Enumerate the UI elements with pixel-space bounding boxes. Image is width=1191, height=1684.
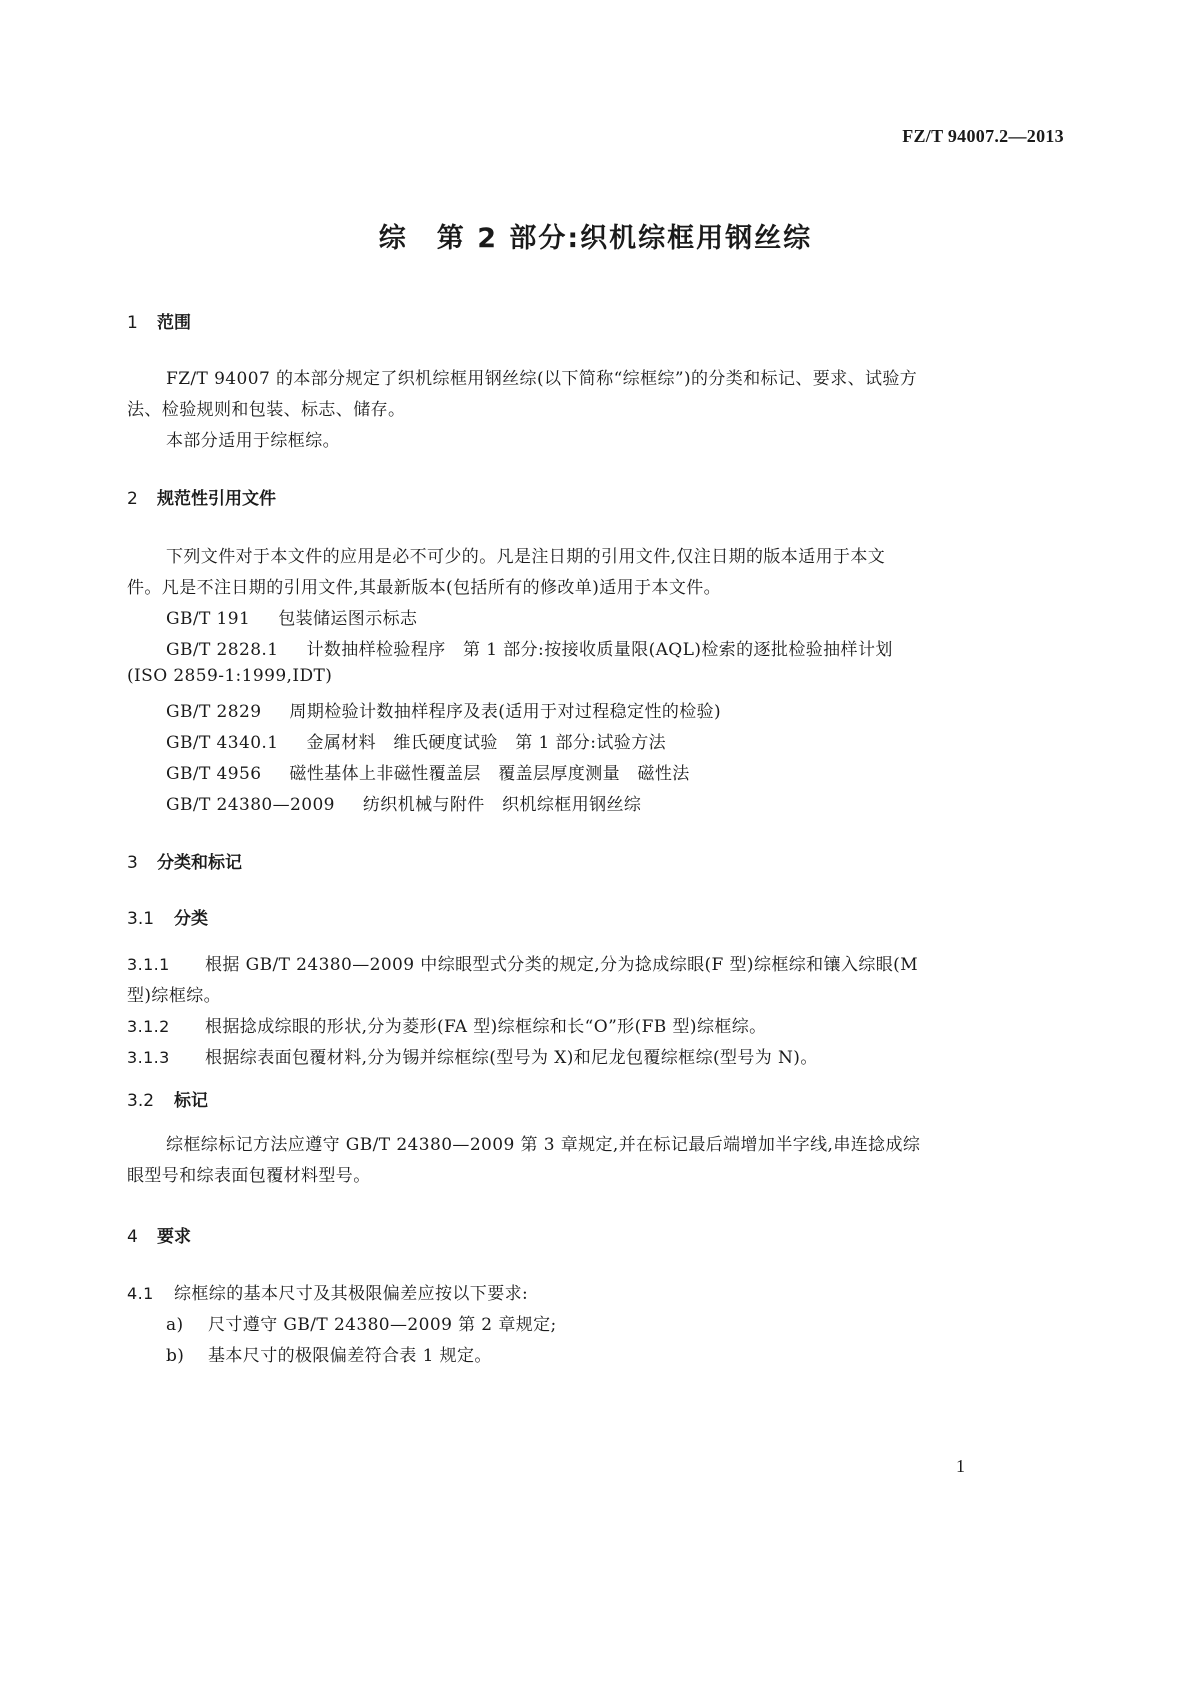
section-3-heading: [127, 848, 242, 873]
section-number: 1: [127, 313, 138, 333]
subsection-title: 标记: [174, 1091, 208, 1111]
subsection-3-2-paragraph-line: 综框综标记方法应遵守 GB/T 24380—2009 第 3 章规定,并在标记最后端增加半字线,串连捻成综: [166, 1135, 921, 1155]
list-item: [166, 1310, 557, 1335]
list-text: 基本尺寸的极限偏差符合表 1 规定。: [208, 1346, 492, 1366]
section-1-paragraph-line: FZ/T 94007 的本部分规定了织机综框用钢丝综(以下简称“综框综”)的分类和标记、要求、试验方: [166, 369, 918, 389]
reference-item: [166, 697, 721, 722]
reference-item: [166, 790, 641, 815]
reference-code: GB/T 24380—2009: [166, 795, 335, 815]
clause-number: 4.1: [127, 1284, 154, 1303]
section-1-paragraph-line: 法、检验规则和包装、标志、储存。: [127, 400, 406, 420]
list-marker: a): [166, 1315, 184, 1335]
reference-code: GB/T 2828.1: [166, 640, 279, 660]
clause-number: 3.1.2: [127, 1017, 170, 1036]
reference-code: GB/T 4956: [166, 764, 262, 784]
reference-title: 周期检验计数抽样程序及表(适用于对过程稳定性的检验): [289, 702, 722, 722]
clause-3-1-3: [127, 1043, 818, 1068]
section-title: 范围: [157, 313, 191, 333]
list-item: [166, 1341, 492, 1366]
reference-code: GB/T 4340.1: [166, 733, 279, 753]
reference-title: 计数抽样检验程序 第 1 部分:按接收质量限(AQL)检索的逐批检验抽样计划: [306, 640, 893, 660]
document-title: 综 第 2 部分:织机综框用钢丝综: [378, 223, 813, 254]
reference-title: 金属材料 维氏硬度试验 第 1 部分:试验方法: [306, 733, 666, 753]
subsection-3-1-heading: [127, 904, 208, 929]
section-number: 2: [127, 489, 138, 509]
subsection-title: 分类: [174, 909, 208, 929]
reference-item: [166, 604, 417, 629]
subsection-number: 3.2: [127, 1091, 155, 1111]
clause-text: 综框综的基本尺寸及其极限偏差应按以下要求:: [174, 1284, 529, 1304]
clause-number: 3.1.3: [127, 1048, 170, 1067]
subsection-number: 3.1: [127, 909, 155, 929]
standard-code: FZ/T 94007.2—2013: [902, 126, 1064, 146]
clause-3-1-1-continuation: 型)综框综。: [127, 986, 222, 1006]
subsection-3-2-paragraph-line: 眼型号和综表面包覆材料型号。: [127, 1166, 371, 1186]
clause-3-1-2: [127, 1012, 767, 1037]
clause-3-1-1: [127, 950, 918, 975]
reference-item: [166, 759, 690, 784]
reference-item: [166, 635, 893, 660]
clause-number: 3.1.1: [127, 955, 170, 974]
section-title: 规范性引用文件: [157, 489, 276, 509]
subsection-3-2-heading: [127, 1086, 208, 1111]
section-1-paragraph: 本部分适用于综框综。: [166, 431, 340, 451]
section-4-heading: [127, 1222, 191, 1247]
section-number: 4: [127, 1227, 138, 1247]
reference-title: 磁性基体上非磁性覆盖层 覆盖层厚度测量 磁性法: [289, 764, 690, 784]
section-2-intro-line: 件。凡是不注日期的引用文件,其最新版本(包括所有的修改单)适用于本文件。: [127, 578, 722, 598]
section-2-heading: [127, 484, 276, 509]
section-number: 3: [127, 853, 138, 873]
reference-title: 包装储运图示标志: [278, 609, 418, 629]
reference-code: GB/T 191: [166, 609, 251, 629]
section-title: 要求: [157, 1227, 191, 1247]
reference-item-continuation: (ISO 2859-1:1999,IDT): [127, 666, 333, 686]
list-marker: b): [166, 1346, 185, 1366]
clause-text: 根据捻成综眼的形状,分为菱形(FA 型)综框综和长“O”形(FB 型)综框综。: [205, 1017, 767, 1037]
section-title: 分类和标记: [157, 853, 242, 873]
clause-text: 根据 GB/T 24380—2009 中综眼型式分类的规定,分为捻成综眼(F 型)综框综和镶入综眼(M: [205, 955, 918, 975]
reference-title: 纺织机械与附件 织机综框用钢丝综: [362, 795, 642, 815]
section-2-intro-line: 下列文件对于本文件的应用是必不可少的。凡是注日期的引用文件,仅注日期的版本适用于本文: [166, 547, 886, 567]
reference-item: [166, 728, 666, 753]
clause-4-1: [127, 1279, 528, 1304]
reference-code: GB/T 2829: [166, 702, 262, 722]
list-text: 尺寸遵守 GB/T 24380—2009 第 2 章规定;: [208, 1315, 557, 1335]
page-number: 1: [956, 1456, 965, 1476]
section-1-heading: [127, 308, 191, 333]
clause-text: 根据综表面包覆材料,分为锡并综框综(型号为 X)和尼龙包覆综框综(型号为 N)。: [205, 1048, 818, 1068]
